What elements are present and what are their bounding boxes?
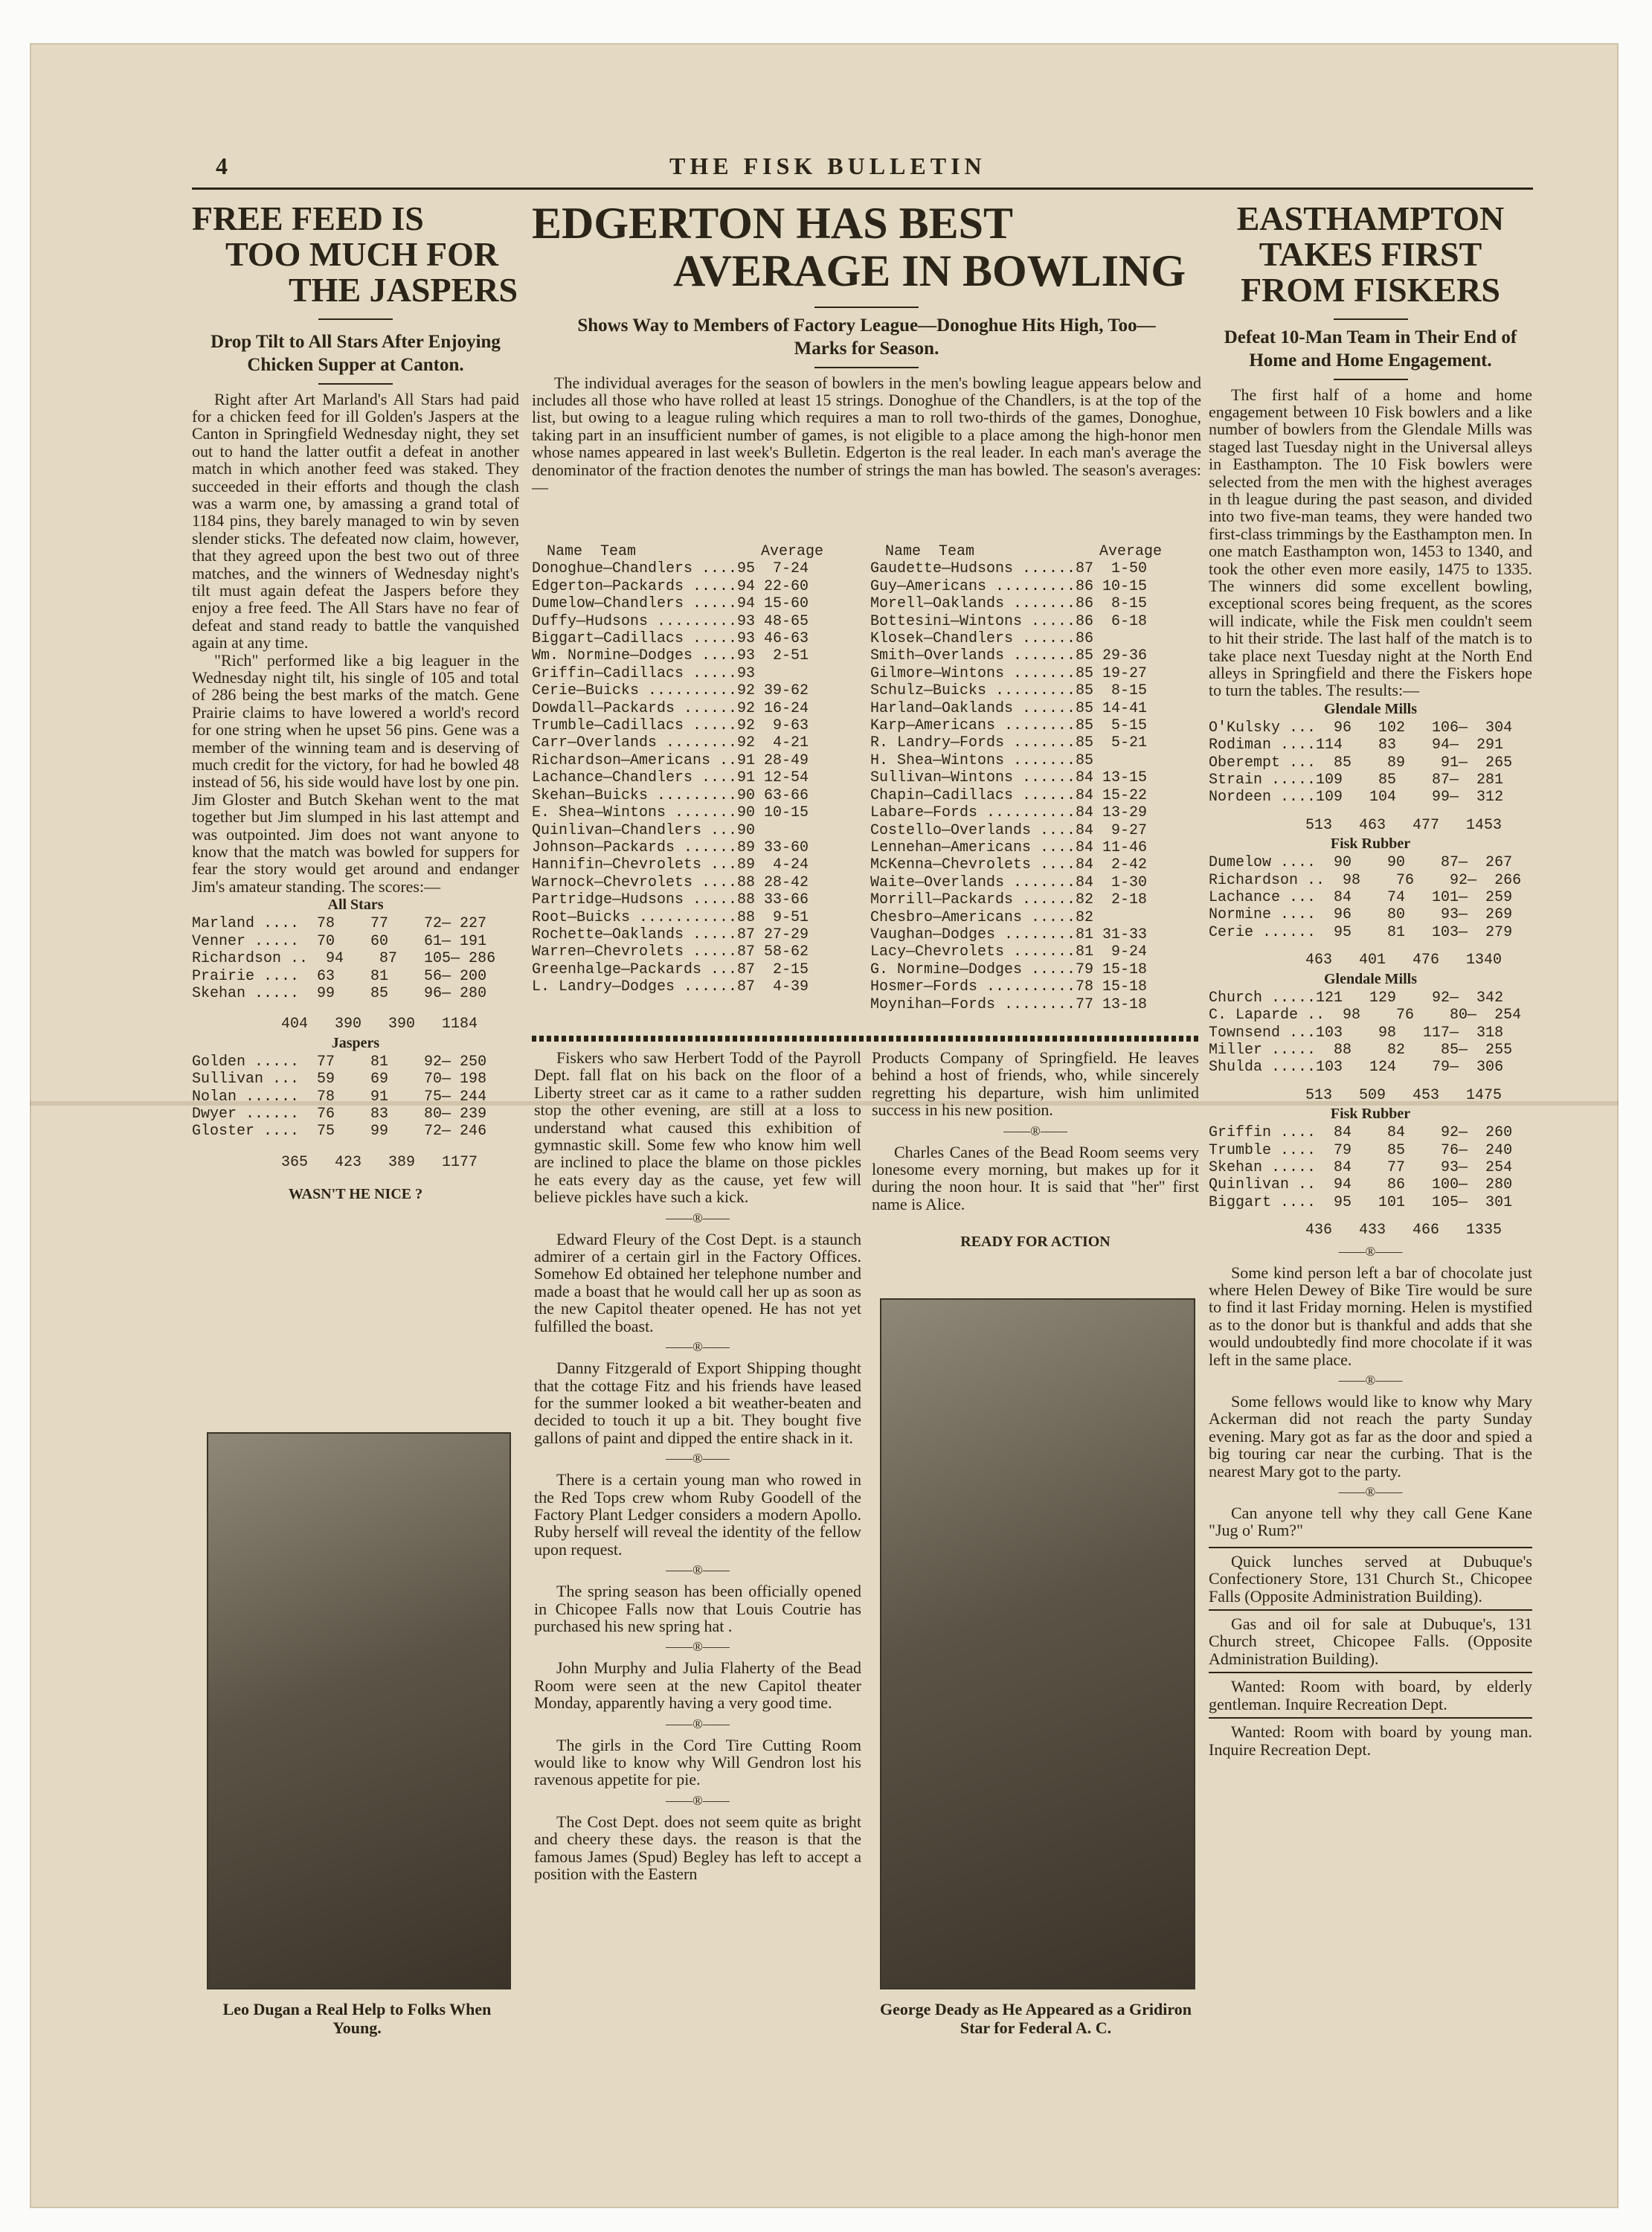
news-item: There is a certain young man who rowed in the Red Tops crew whom Ruby Goodell of the Factory Plant Ledger considers a modern Apollo. Ruby herself will reveal the identity of the fellow upon request. [534,1470,861,1559]
average-row: Richardson—Americans ..91 28-49 [532,751,809,769]
right-column [1209,201,1532,1758]
separator-mark: ——®—— [1338,1373,1403,1388]
score-total: 404 390 390 1184 [281,1016,478,1033]
classified-ad: Wanted: Room with board by young man. Inquire Recreation Dept. [1209,1722,1532,1759]
news-item: Fiskers who saw Herbert Todd of the Payroll Dept. fall flat on his back on the floor of a Liberty street car as it came to a rather sudden stop the other evening, are still at a loss to understand what caused this exhibition of gymnastic skill. Some few who know him well are inclined to place the blame on those pickles he eats every day as the cause, yet few will believe pickles have such a kick. [534,1048,861,1207]
table-title: Glendale Mills [1324,700,1417,717]
average-row: Moynihan—Fords ........77 13-18 [870,995,1148,1013]
score-row: Nordeen ....109 104 99— 312 [1209,789,1504,806]
average-row: Warren—Chevrolets .....87 58-62 [532,943,809,961]
ad-rule [1209,1547,1532,1548]
divider [318,318,393,320]
average-row: Bottesini—Wintons .....86 6-18 [870,612,1148,630]
average-row: Wm. Normine—Dodges ....93 2-51 [532,647,809,665]
average-row: Morell—Oaklands .......86 8-15 [870,595,1148,613]
average-row: Cerie—Buicks ..........92 39-62 [532,682,809,700]
george-deady-photo [880,1298,1195,1989]
score-row: Nolan ...... 78 91 75— 244 [192,1088,487,1106]
score-row: Trumble .... 79 85 76— 240 [1209,1141,1513,1159]
center-headline-line: EDGERTON HAS BEST [532,199,1013,248]
average-row: Morrill—Packards ......82 2-18 [870,891,1148,909]
news-item: John Murphy and Julia Flaherty of the Bead Room were seen at the new Capitol theater Monday, apparently having a very good time. [534,1658,861,1713]
score-row: Cerie ...... 95 81 103— 279 [1209,923,1513,941]
average-row: Dowdall—Packards ......92 16-24 [532,699,809,717]
left-subhead: Drop Tilt to All Stars After Enjoying Chicken Supper at Canton. [210,332,501,376]
left-body-2: "Rich" performed like a big leaguer in the Wednesday night tilt, his single of 105 and total of 286 being the best marks of the match. Gene Prairie claims to have lowered a world's record for one string when he upset 56 pins. Gene was a member of the winning team and is deserving of much credit for the victory, for had he bowled 48 instead of 56, his side would have lost by one pin. Jim Gloster and Butch Skehan went to the mat together but Jim slumped in his last attempt and was outpointed. Jim does not want anyone to know that the match was bowled for suppers for fear the story would get around and endanger Jim's amateur standing. The scores:— [192,650,519,896]
ad-rule [1209,1672,1532,1673]
left-photo-caption: Leo Dugan a Real Help to Folks When Young. [222,2000,492,2038]
masthead-rule [192,187,1533,190]
news-item: Some kind person left a bar of chocolate just where Helen Dewey of Bike Tire would be sure to find it last Friday morning. Helen is mystified as to the donor but is thankful and adds that she would undoubtedly find more chocolate if it was left in the same place. [1209,1263,1532,1369]
average-row: Quinlivan—Chandlers ...90 [532,821,756,839]
table-title: All Stars [327,897,384,914]
score-row: Dwyer ...... 76 83 80— 239 [192,1105,487,1123]
average-row: McKenna—Chevrolets ....84 2-42 [870,856,1148,874]
average-row: Guy—Americans .........86 10-15 [870,577,1148,595]
score-total: 513 509 453 1475 [1305,1086,1502,1104]
right-headline-line: EASTHAMPTON [1236,199,1505,237]
score-row: Marland .... 78 77 72— 227 [192,915,487,933]
score-row: Normine .... 96 80 93— 269 [1209,906,1513,924]
average-row: Hosmer—Fords ..........78 15-18 [870,978,1148,996]
score-total: 463 401 476 1340 [1305,952,1502,969]
average-row: Karp—Americans ........85 5-15 [870,717,1148,735]
masthead-title: THE FISK BULLETIN [669,153,986,179]
score-row: Richardson .. 98 76 92— 266 [1209,871,1522,889]
right-headline-line: FROM FISKERS [1241,271,1500,309]
score-total: 436 433 466 1335 [1305,1222,1502,1240]
separator-mark: ——®—— [666,1716,730,1731]
average-row: Partridge—Hudsons .....88 33-66 [532,891,809,909]
score-row: Biggart .... 95 101 105— 301 [1209,1193,1513,1211]
center-column [532,199,1201,496]
average-row: Gaudette—Hudsons ......87 1-50 [870,560,1148,578]
score-row: C. Laparde .. 98 76 80— 254 [1209,1007,1522,1024]
averages-header: Name Team Average [885,543,1163,560]
separator-mark: ——®—— [1338,1243,1403,1259]
news-item: Products Company of Springfield. He leaves behind a host of friends, who, while sincerely regretting his departure, wish him unlimited success in his new position. [872,1048,1199,1120]
all-stars-table [192,915,519,1033]
score-row: Richardson .. 94 87 105— 286 [192,950,496,968]
average-row: Sullivan—Wintons ......84 13-15 [870,769,1148,787]
table-title: Glendale Mills [1324,970,1417,987]
average-row: Donoghue—Chandlers ....95 7-24 [532,560,809,578]
separator-mark: ——®—— [666,1792,730,1808]
average-row: L. Landry—Dodges ......87 4-39 [532,978,809,996]
score-row: Rodiman ....114 83 94— 291 [1209,737,1504,754]
divider [318,383,393,385]
score-row: Townsend ...103 98 117— 318 [1209,1024,1504,1042]
news-item: Edward Fleury of the Cost Dept. is a staunch admirer of a certain girl in the Factory Offices. Somehow Ed obtained her telephone number and made a boast that he would call her up as soon as the new Capitol theater opened. He has not yet fulfilled the boast. [534,1229,861,1335]
left-headline-line: TOO MUCH FOR [225,235,499,273]
score-row: Prairie .... 63 81 56— 200 [192,967,487,985]
news-item: The spring season has been officially opened in Chicopee Falls now that Louis Coutrie has purchased his new spring hat . [534,1582,861,1635]
average-row: Waite—Overlands .......84 1-30 [870,873,1148,891]
score-total: 513 463 477 1453 [1305,816,1502,834]
average-row: Trumble—Cadillacs .....92 9-63 [532,717,809,735]
left-body-1: Right after Art Marland's All Stars had paid for a chicken feed for ill Golden's Jaspers at the Canton in Springfield Wednesday night, they set out to hand the latter outfit a defeat in another match in which another feed was staked. They succeeded in their efforts and though the clash was a warm one, by amassing a grand total of 1184 pins, they barely managed to win by seven slender sticks. The defeated now claim, however, that they agreed upon the best two out of three matches, and the winners of Wednesday night's tilt must again defeat the Jaspers before they enjoy a free feed. The All Stars have no fear of defeat and stand ready to battle the vanquished again at any time. [192,389,519,652]
averages-left-table [532,543,867,996]
score-row: Dumelow .... 90 90 87— 267 [1209,854,1513,872]
news-item: The girls in the Cord Tire Cutting Room would like to know why Will Gendron lost his ravenous appetite for pie. [534,1735,861,1789]
separator-mark: ——®—— [666,1562,730,1578]
score-row: Oberempt ... 85 89 91— 265 [1209,754,1513,772]
average-row: Duffy—Hudsons .........93 48-65 [532,612,809,630]
center-sub-column-b [872,1049,1199,1252]
left-headline-line: FREE FEED IS [192,199,424,237]
average-row: Lachance—Chandlers ....91 12-54 [532,769,809,787]
average-row: Harland—Oaklands ......85 14-41 [870,699,1148,717]
center-intro: The individual averages for the season of bowlers in the men's bowling league appears below and includes all those who have rolled at least 15 strings. Donoghue of the Chandlers, is at the top of the list, but owing to a league ruling which requires a man to roll two-thirds of the games, Donoghue, taking part in an insufficient number of games, is not eligible to a place among the high-honor men whose names appeared in last week's Bulletin. Edgerton is the real leader. In each man's average the denominator of the fraction denotes the number of strings the man has bowled. The season's averages:— [532,373,1201,496]
score-row: Miller ..... 88 82 85— 255 [1209,1041,1513,1059]
score-row: O'Kulsky ... 96 102 106— 304 [1209,719,1513,737]
average-row: Klosek—Chandlers ......86 [870,630,1094,648]
score-row: Strain .....109 85 87— 281 [1209,772,1504,789]
divider [1334,379,1408,380]
ad-rule [1209,1609,1532,1611]
average-row: Carr—Overlands ........92 4-21 [532,734,809,752]
average-row: Edgerton—Packards .....94 22-60 [532,577,809,595]
masthead [193,149,1532,187]
average-row: Smith—Overlands .......85 29-36 [870,647,1148,665]
photo-title: WASN'T HE NICE ? [288,1186,423,1203]
averages-header: Name Team Average [547,543,824,560]
score-row: Golden ..... 77 81 92— 250 [192,1053,487,1071]
score-row: Sullivan ... 59 69 70— 198 [192,1071,487,1088]
averages-right-table [870,543,1205,1013]
average-row: Lacy—Chevrolets .......81 9-24 [870,943,1148,961]
left-column [192,201,519,1205]
right-headline [1209,201,1532,308]
score-row: Skehan ..... 84 77 93— 254 [1209,1158,1513,1176]
center-subhead: Shows Way to Members of Factory League—Donoghue Hits High, Too—Marks for Season. [577,315,1156,359]
average-row: Biggart—Cadillacs .....93 46-63 [532,630,809,648]
average-row: Labare—Fords ..........84 13-29 [870,804,1148,822]
score-row: Lachance ... 84 74 101— 259 [1209,889,1513,907]
score-row: Griffin .... 84 84 92— 260 [1209,1124,1513,1142]
table-title: Fisk Rubber [1330,836,1411,853]
divider [814,367,919,368]
table-title: Fisk Rubber [1330,1106,1411,1123]
average-row: Chesbro—Americans .....82 [870,908,1094,926]
news-item: Some fellows would like to know why Mary Ackerman did not reach the party Sunday evening. Mary got as far as the door and spied a big touring car near the curbing. That is the nearest Mary got to the party. [1209,1392,1532,1481]
right-headline-line: TAKES FIRST [1259,235,1482,273]
jaspers-table [192,1054,519,1171]
leo-dugan-photo [207,1432,511,1989]
news-item: Charles Canes of the Bead Room seems very lonesome every morning, but makes up for it during the noon hour. It is said that "her" first name is Alice. [872,1142,1199,1213]
separator-mark: ——®—— [666,1339,730,1355]
separator-mark: ——®—— [1003,1123,1067,1138]
center-headline-line: AVERAGE IN BOWLING [673,246,1186,295]
news-item: Danny Fitzgerald of Export Shipping thought that the cottage Fitz and his friends have leased for the summer looked a bit weather-beaten and decided to touch it up a bit. They bought five gallons of paint and dipped the entire shack in it. [534,1359,861,1447]
separator-mark: ——®—— [1338,1484,1403,1500]
average-row: Griffin—Cadillacs .....93 [532,664,756,682]
wavy-rule [532,1036,1201,1042]
average-row: E. Shea—Wintons .......90 10-15 [532,804,809,822]
left-headline [192,201,519,308]
separator-mark: ——®—— [666,1639,730,1655]
classified-ad: Gas and oil for sale at Dubuque's, 131 Church street, Chicopee Falls. (Opposite Administration Building). [1209,1614,1532,1668]
center-sub-column-a [534,1049,861,1882]
separator-mark: ——®—— [666,1451,730,1466]
average-row: Chapin—Cadillacs ......84 15-22 [870,786,1148,804]
divider [814,307,919,308]
average-row: Skehan—Buicks .........90 63-66 [532,786,809,804]
score-total: 365 423 389 1177 [281,1153,478,1171]
score-row: Skehan ..... 99 85 96— 280 [192,984,487,1002]
photo-title: READY FOR ACTION [960,1234,1111,1251]
average-row: Greenhalge—Packards ...87 2-15 [532,961,809,978]
page-number: 4 [216,153,228,179]
ad-rule [1209,1717,1532,1719]
average-row: R. Landry—Fords .......85 5-21 [870,734,1148,752]
average-row: Johnson—Packards ......89 33-60 [532,838,809,856]
center-headline [532,199,1201,295]
news-item: The Cost Dept. does not seem quite as bright and cheery these days. the reason is that the famous James (Spud) Begley has left to accept a position with the Eastern [534,1812,861,1884]
left-headline-line: THE JASPERS [289,271,518,309]
table-title: Jaspers [331,1034,380,1051]
average-row: G. Normine—Dodges .....79 15-18 [870,961,1148,978]
news-item: Can anyone tell why they call Gene Kane "Jug o' Rum?" [1209,1504,1532,1540]
average-row: Lennehan—Americans ....84 11-46 [870,838,1148,856]
divider [1334,318,1408,320]
average-row: Root—Buicks ...........88 9-51 [532,908,809,926]
right-body: The first half of a home and home engagement between 10 Fisk bowlers and a like number of bowlers from the Glendale Mills was staged last Tuesday night in the Universal alleys in Easthampton. The 10 Fisk bowlers were selected from the men with the highest averages in th league during the past season, and divided into two five-man teams, they were handed two first-class trimmings by the Easthampton men. In one match Easthampton won, 1453 to 1340, and took the other even more easily, 1475 to 1335. The winners did some excellent bowling, exceptional scores being frequent, as the scores will indicate, while the Fisk men couldn't seem to hit their stride. The last half of the match is to take place next Tuesday night at the North End alleys in Springfield and there the Fiskers hope to turn the tables. The results:— [1209,385,1532,700]
right-subhead: Defeat 10-Man Team in Their End of Home and Home Engagement. [1224,327,1517,371]
average-row: Rochette—Oaklands .....87 27-29 [532,926,809,943]
score-row: Quinlivan .. 94 86 100— 280 [1209,1176,1513,1194]
average-row: Costello—Overlands ....84 9-27 [870,821,1148,839]
score-row: Shulda .....103 124 79— 306 [1209,1059,1504,1077]
score-row: Church .....121 129 92— 342 [1209,989,1504,1007]
score-row: Venner ..... 70 60 61— 191 [192,932,487,950]
score-row: Gloster .... 75 99 72— 246 [192,1123,487,1141]
average-row: H. Shea—Wintons .......85 [870,751,1094,769]
average-row: Hannifin—Chevrolets ...89 4-24 [532,856,809,874]
classified-ad: Wanted: Room with board, by elderly gentleman. Inquire Recreation Dept. [1209,1677,1532,1713]
average-row: Dumelow—Chandlers .....94 15-60 [532,595,809,613]
center-photo-caption: George Deady as He Appeared as a Gridiron Star for Federal A. C. [879,2000,1192,2038]
average-row: Gilmore—Wintons .......85 19-27 [870,664,1148,682]
average-row: Schulz—Buicks .........85 8-15 [870,682,1148,700]
average-row: Vaughan—Dodges ........81 31-33 [870,926,1148,943]
classified-ad: Quick lunches served at Dubuque's Confectionery Store, 131 Church St., Chicopee Falls (Opposite Administration Building). [1209,1551,1532,1606]
separator-mark: ——®—— [666,1210,730,1225]
average-row: Warnock—Chevrolets ....88 28-42 [532,873,809,891]
